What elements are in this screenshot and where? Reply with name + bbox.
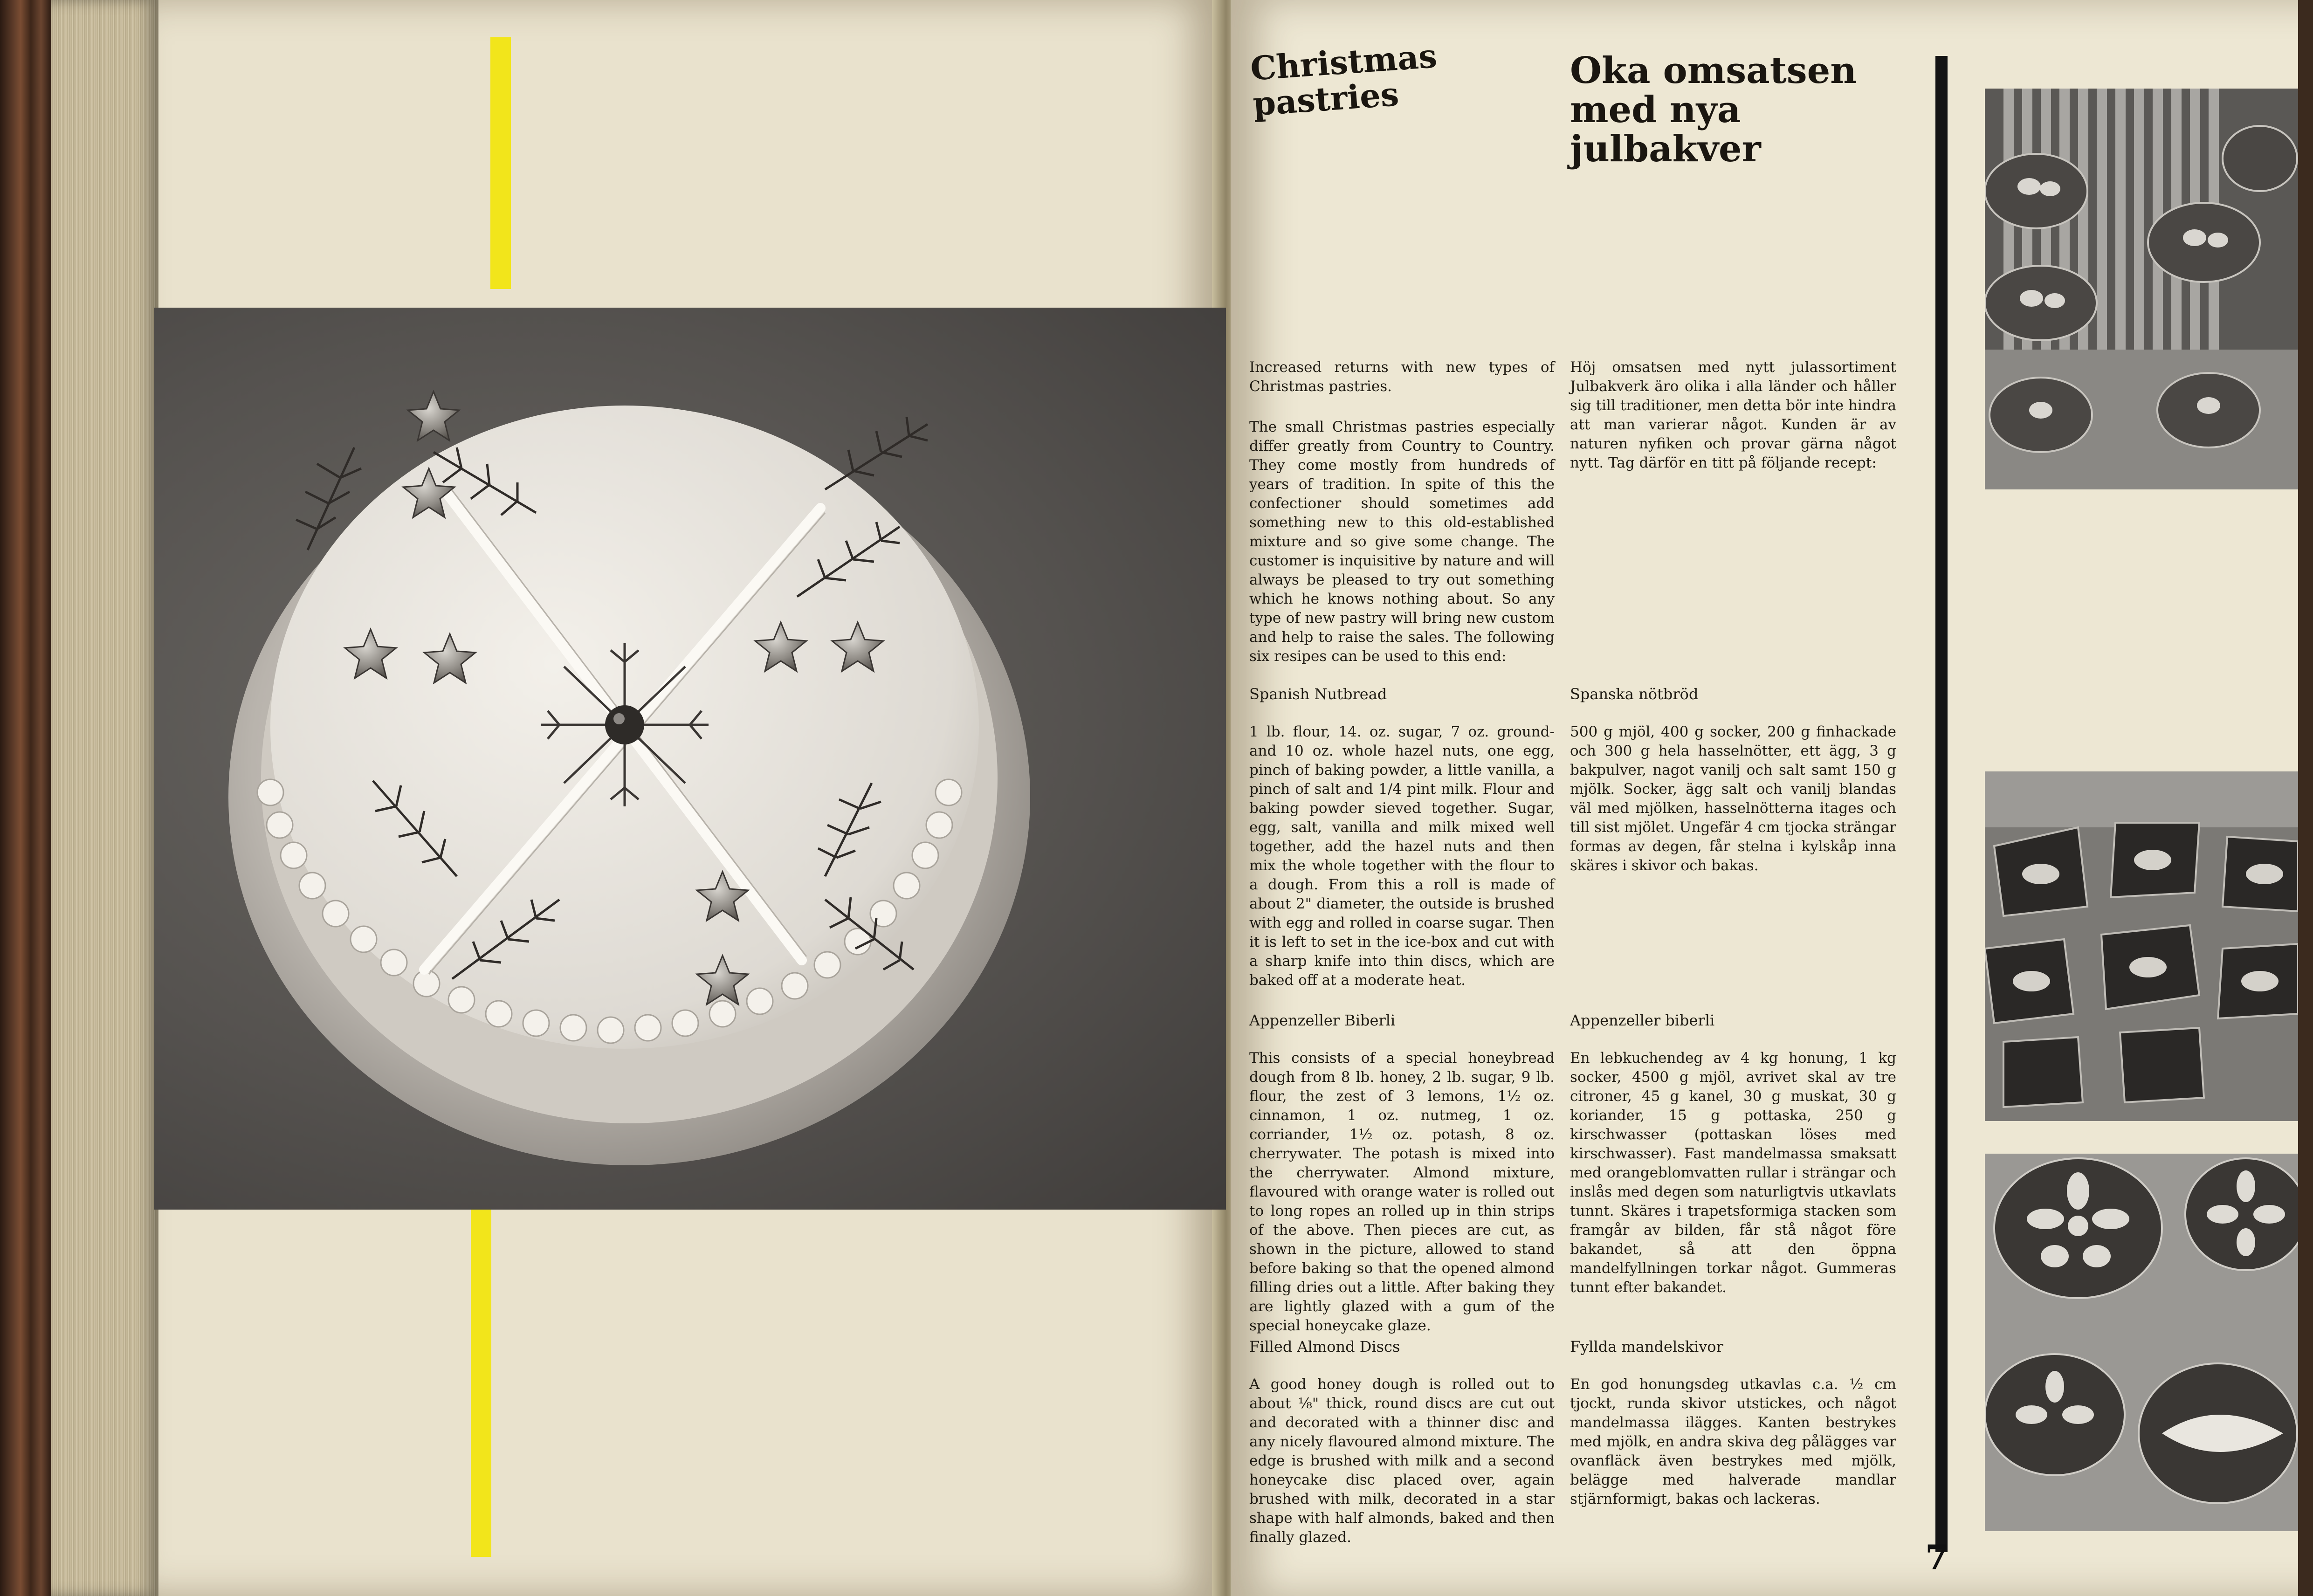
swedish-heading-line: med nya [1570, 89, 1741, 131]
biberli-image [1985, 771, 2298, 1121]
recipe-text-en: This consists of a special honeybread dough from 8 lb. honey, 2 lb. sugar, 9 lb. flour, the zest of 3 lemons, 1½ oz. cinnamon, 1 oz. nutmeg, 1 oz. corriander, 1½ oz. potash, 8 oz. cherrywater. The potash is mixed into the cherrywater. Almond mixture, flavoured with orange water is rolled out to long ropes an rolled up in thin strips of the above. Then pieces are cut, as shown in the picture, allowed to stand before baking so that the opened almond filling dries out a little. After baking they are lightly glazed with a gum of the special honeycake glaze. [1249, 1050, 1555, 1334]
english-heading [1249, 38, 1440, 122]
recipe-text-en: A good honey dough is rolled out to about ⅛" thick, round discs are cut out and decorated with a thinner disc and any nicely flavoured almond mixture. The edge is brushed with milk and a second honeycake disc placed over, again brushed with milk, decorated in a star shape with half almonds, baked and then finally glazed. [1249, 1376, 1555, 1546]
intro-en-body: The small Christmas pastries especially differ greatly from Country to Country. They come mostly from hundreds of years of tradition. In spite of this the confectioner should sometimes add something new to this old-established mixture and so give some change. The customer is inquisitive by nature and will always be pleased to try out something which he knows nothing about. So any type of new pastry will bring new custom and help to raise the sales. The following six resipes can be used to this end: [1249, 419, 1555, 665]
recipe-title-en: Filled Almond Discs [1249, 1338, 1400, 1355]
english-heading-line: pastries [1251, 74, 1400, 124]
book-spine [0, 0, 51, 1596]
cake-photo [154, 308, 1226, 1210]
cake-illustration [154, 308, 1226, 1210]
recipe-text-sv: 500 g mjöl, 400 g socker, 200 g finhackade och 300 g hela hasselnötter, ett ägg, 3 g bakpulver, nagot vanilj och salt samt 150 g mjölk. Socker, ägg salt och vanilj blandas väl med mjölken, hasselnötterna itages och till sist mjölet. Ungefär 4 cm tjocka strängar formas av degen, får stelna i kylskåp inna skäres i skivor och bakas. [1570, 723, 1896, 874]
intro-sv: Höj omsatsen med nytt julassortiment Julbakverk äro olika i alla länder och håller sig till traditioner, men detta bör inte hindra att man varierar något. Kunden är av naturen nyfiken och provar gärna något nytt. Tag därför en titt på följande recept: [1570, 359, 1896, 471]
recipe-text-sv: En god honungsdeg utkavlas c.a. ½ cm tjockt, runda skivor utstickes, och något mandelmassa ilägges. Kanten bestrykes med mjölk, en andra skiva deg pålägges var ovanfläck även bestrykes med mjölk, belägge med halverade mandlar stjärnformigt, bakas och lackeras. [1570, 1376, 1896, 1507]
photo-nutbread [1985, 89, 2298, 489]
yellow-accent-bar-bottom [471, 1184, 491, 1557]
almond-discs-image [1985, 1154, 2298, 1531]
recipe-title-sv: Spanska nötbröd [1570, 685, 1699, 703]
recipe-title-sv: Appenzeller biberli [1570, 1011, 1715, 1029]
recipe-title-en: Appenzeller Biberli [1249, 1011, 1396, 1029]
recipe-text-en: 1 lb. flour, 14. oz. sugar, 7 oz. ground- and 10 oz. whole hazel nuts, one egg, pinch of baking powder, a little vanilla, a pinch of salt and 1/4 pint milk. Flour and baking powder sieved together. Sugar, egg, salt, vanilla and milk mixed well together, add the hazel nuts and then mix the whole together with the flour to a dough. From this a roll is made of about 2" diameter, the outside is brushed with egg and rolled in coarse sugar. Then it is left to set in the ice-box and cut with a sharp knife into thin discs, which are baked off at a moderate heat. [1249, 723, 1555, 989]
photo-biberli [1985, 771, 2298, 1121]
page-number: 7 [1925, 1537, 1949, 1577]
english-heading-line: Christmas [1249, 36, 1439, 88]
right-page-edge [2298, 0, 2313, 1596]
nutbread-image [1985, 89, 2298, 489]
photo-almond-discs [1985, 1154, 2298, 1531]
recipe-title-en: Spanish Nutbread [1249, 685, 1387, 703]
swedish-heading-line: Oka omsatsen [1570, 49, 1857, 92]
recipe-title-sv: Fyllda mandelskivor [1570, 1338, 1723, 1355]
recipe-text-sv: En lebkuchendeg av 4 kg honung, 1 kg socker, 4500 g mjöl, avrivet skal av tre citroner, 45 g kanel, 30 g muskat, 30 g koriander, 15 g pottaska, 250 g kirschwasser (pottaskan löses med kirschwasser). Fast mandelmassa smaksatt med orangeblomvatten rullar i strängar och inslås med degen som naturligtvis utkavlats tunnt. Skäres i trapetsformiga stacken som framgår av bilden, får stå något före bakandet, så att den öppna mandelfyllningen torkar något. Gummeras tunnt efter bakandet. [1570, 1050, 1896, 1296]
page-edges [51, 0, 158, 1596]
swedish-heading-line: julbakver [1570, 128, 1761, 171]
vertical-rule [1935, 56, 1948, 1552]
yellow-accent-bar-top [490, 37, 511, 289]
swedish-heading [1570, 51, 1857, 169]
intro-en: Increased returns with new types of Christmas pastries. [1249, 359, 1555, 395]
